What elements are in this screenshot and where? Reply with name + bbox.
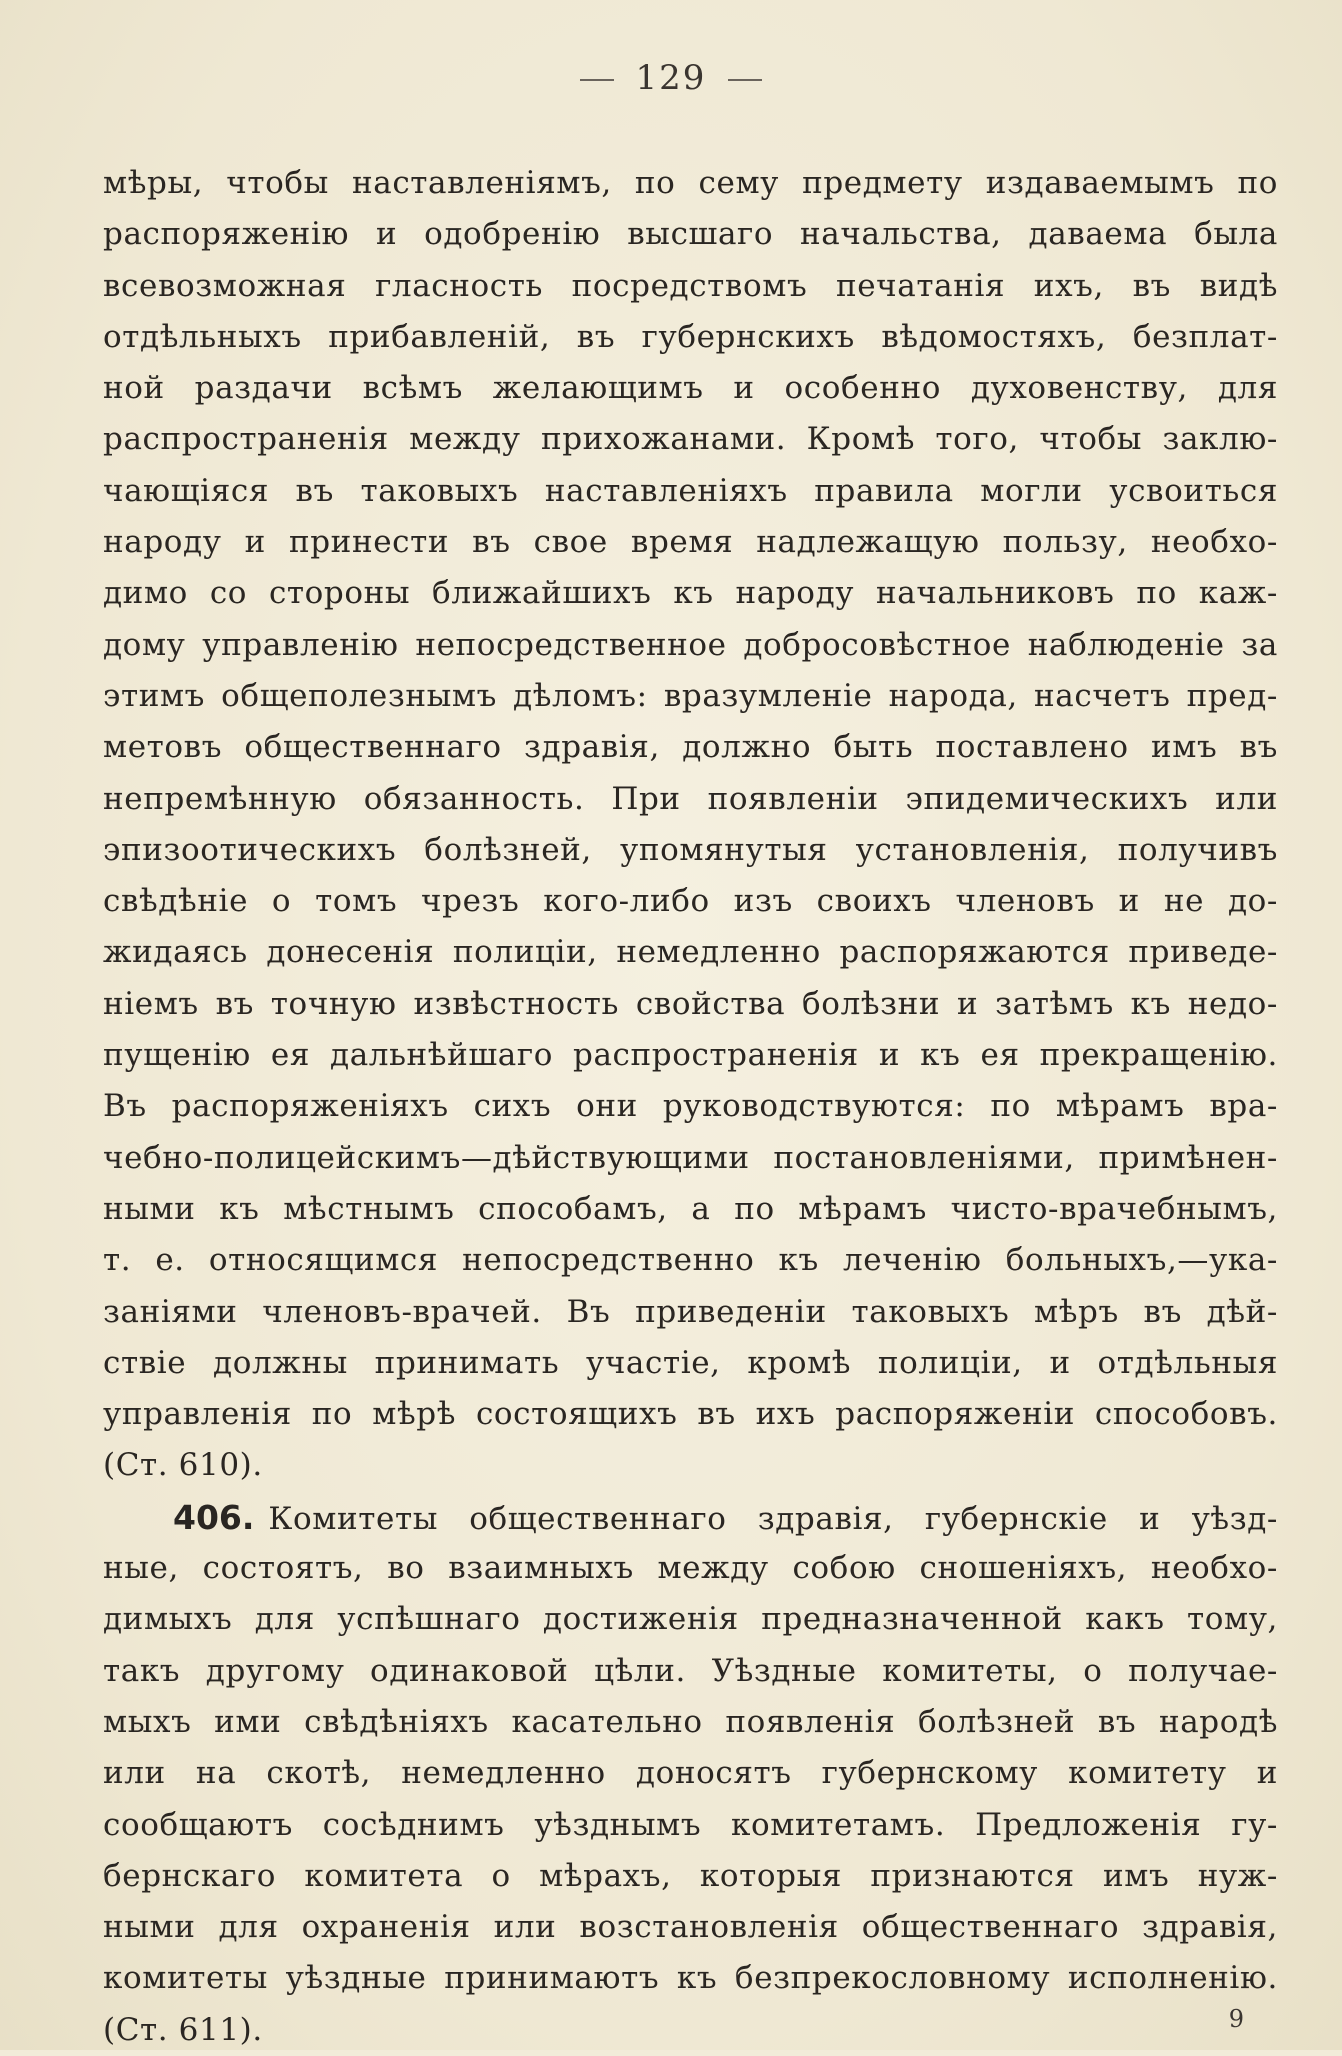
text-line: димо со стороны ближайшихъ къ народу начальниковъ по каж- — [103, 575, 1278, 612]
text-line: Въ распоряженіяхъ сихъ они руководствуются: по мѣрамъ вра- — [103, 1088, 1278, 1125]
text-line: чающіяся въ таковыхъ наставленіяхъ правила могли усвоиться — [103, 472, 1278, 509]
text-line: заніями членовъ-врачей. Въ приведеніи таковыхъ мѣръ въ дѣй- — [103, 1293, 1278, 1330]
text-line: мыхъ ими свѣдѣніяхъ касательно появленія болѣзней въ народѣ — [103, 1703, 1278, 1740]
text-line: этимъ общеполезнымъ дѣломъ: вразумленіе народа, насчетъ пред- — [103, 677, 1278, 714]
article-first-line — [103, 1492, 1278, 1543]
text-line: ными для охраненія или возстановленія общественнаго здравія, — [103, 1909, 1278, 1946]
article-406 — [103, 1492, 1278, 2056]
text-line: димыхъ для успѣшнаго достиженія предназначенной какъ тому, — [103, 1601, 1278, 1638]
page-number: 129 — [635, 58, 707, 98]
statute-reference: (Ст. 610). — [103, 1447, 263, 1484]
text-line: распространенія между прихожанами. Кромѣ того, чтобы заклю- — [103, 421, 1278, 458]
text-line: ными къ мѣстнымъ способамъ, а по мѣрамъ чисто-врачебнымъ, — [103, 1190, 1278, 1227]
text-line: народу и принести въ свое время надлежащую пользу, необхо- — [103, 524, 1278, 561]
text-line: всевозможная гласность посредствомъ печатанія ихъ, въ видѣ — [103, 267, 1278, 304]
paragraph-continuation — [103, 158, 1278, 1492]
text-line: бернскаго комитета о мѣрахъ, которыя признаются имъ нуж- — [103, 1857, 1278, 1894]
body-text — [103, 158, 1278, 2056]
text-line: ной раздачи всѣмъ желающимъ и особенно духовенству, для — [103, 370, 1278, 407]
text-line: ніемъ въ точную извѣстность свойства болѣзни и затѣмъ къ недо- — [103, 985, 1278, 1022]
text-line: дому управленію непосредственное добросовѣстное наблюденіе за — [103, 626, 1278, 663]
text-line: такъ другому одинаковой цѣли. Уѣздные комитеты, о получае- — [103, 1652, 1278, 1689]
article-number: 406. — [173, 1497, 255, 1537]
text-line: ствіе должны принимать участіе, кромѣ полиціи, и отдѣльныя — [103, 1344, 1278, 1381]
signature-mark: 9 — [1228, 2005, 1244, 2033]
text-line: т. е. относящимся непосредственно къ леченію больныхъ,—ука- — [103, 1242, 1278, 1279]
text-line: эпизоотическихъ болѣзней, упомянутыя установленія, получивъ — [103, 831, 1278, 868]
text-line: управленія по мѣрѣ состоящихъ въ ихъ распоряженіи способовъ. — [103, 1396, 1278, 1433]
article-first-line-text: Комитеты общественнаго здравія, губернскіе и уѣзд- — [268, 1500, 1278, 1537]
text-line: мѣры, чтобы наставленіямъ, по сему предмету издаваемымъ по — [103, 165, 1278, 201]
page-header — [0, 58, 1342, 98]
text-line: чебно-полицейскимъ—дѣйствующими постановленіями, примѣнен- — [103, 1139, 1278, 1176]
text-line: или на скотѣ, немедленно доносятъ губернскому комитету и — [103, 1755, 1278, 1792]
header-dash-right — [728, 79, 762, 81]
text-line: пущенію ея дальнѣйшаго распространенія и къ ея прекращенію. — [103, 1037, 1278, 1074]
text-line: ные, состоятъ, во взаимныхъ между собою сношеніяхъ, необхо- — [103, 1550, 1278, 1587]
text-line: метовъ общественнаго здравія, должно быть поставлено имъ въ — [103, 729, 1278, 766]
text-line: свѣдѣніе о томъ чрезъ кого-либо изъ своихъ членовъ и не до- — [103, 883, 1278, 920]
statute-reference: (Ст. 611). — [103, 2011, 263, 2048]
text-line: жидаясь донесенія полиціи, немедленно распоряжаются приведе- — [103, 934, 1278, 971]
text-line: непремѣнную обязанность. При появленіи эпидемическихъ или — [103, 780, 1278, 817]
header-dash-left — [580, 79, 614, 81]
text-line: комитеты уѣздные принимаютъ къ безпрекословному исполненію. — [103, 1960, 1278, 1997]
text-line: распоряженію и одобренію высшаго начальства, даваема была — [103, 216, 1278, 253]
text-line: сообщаютъ сосѣднимъ уѣзднымъ комитетамъ. Предложенія гу- — [103, 1806, 1278, 1843]
text-line: отдѣльныхъ прибавленій, въ губернскихъ вѣдомостяхъ, безплат- — [103, 318, 1278, 355]
